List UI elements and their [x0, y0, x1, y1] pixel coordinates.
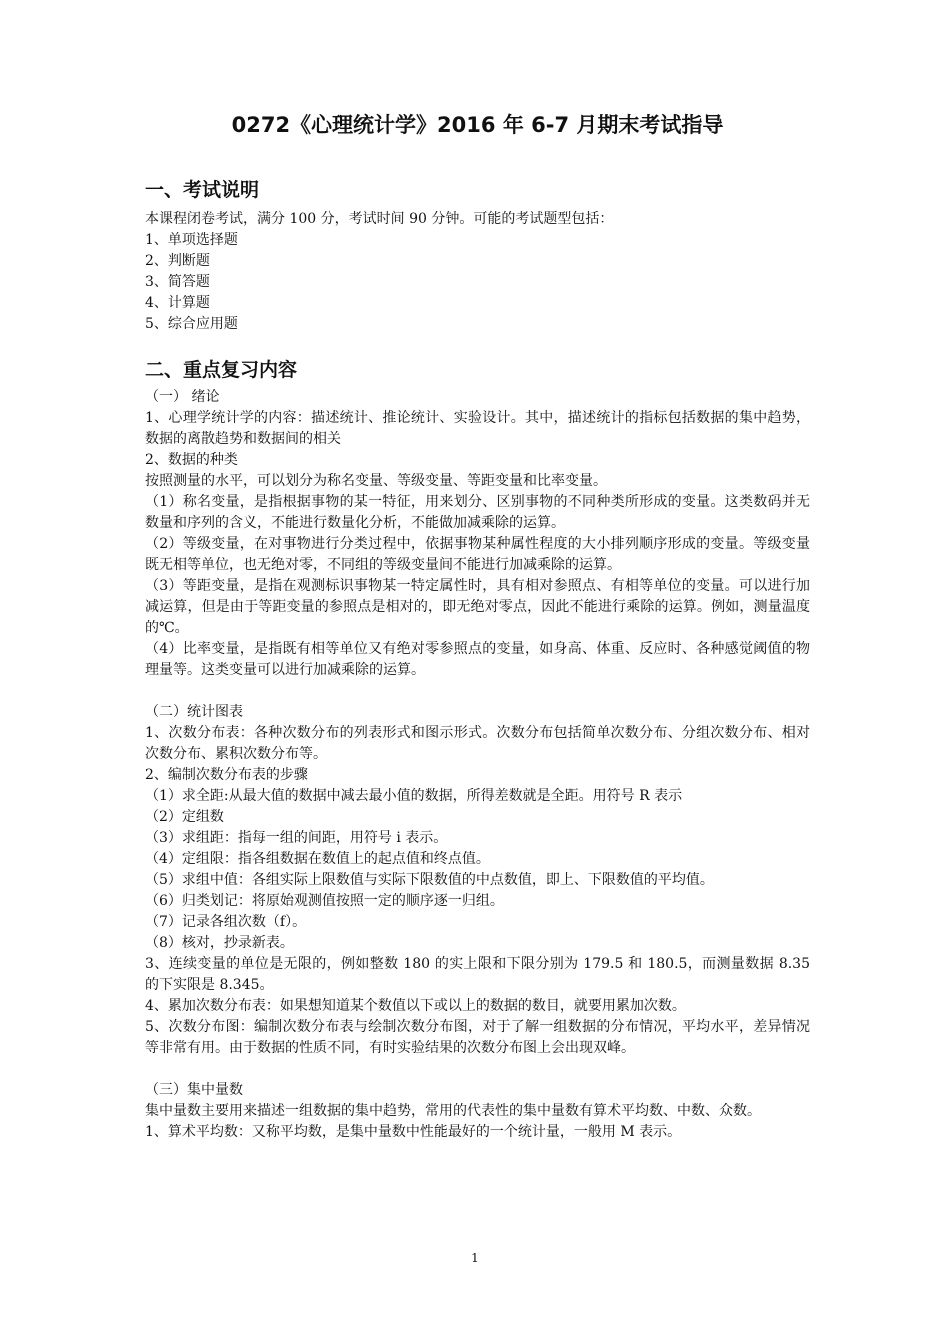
- paragraph: 3、连续变量的单位是无限的，例如整数 180 的实上限和下限分别为 179.5 和 180.5，而测量数据 8.35 的下实限是 8.345。: [145, 956, 810, 993]
- section-exam-info-body: [145, 209, 810, 335]
- paragraph: （2）等级变量，在对事物进行分类过程中，依据事物某种属性程度的大小排列顺序形成的变量。等级变量既无相等单位，也无绝对零，不同组的等级变量间不能进行加减乘除的运算。: [145, 536, 810, 573]
- paragraph: （6）归类划记：将原始观测值按照一定的顺序逐一归组。: [145, 893, 504, 909]
- question-type-item: 4、计算题: [145, 295, 210, 311]
- paragraph: 1、算术平均数：又称平均数，是集中量数中性能最好的一个统计量，一般用 M 表示。: [145, 1124, 682, 1140]
- paragraph: （7）记录各组次数（f）。: [145, 914, 307, 930]
- question-type-item: 2、判断题: [145, 253, 210, 269]
- question-type-item: 3、简答题: [145, 274, 210, 290]
- question-type-item: 1、单项选择题: [145, 232, 238, 248]
- document-title: 0272《心理统计学》2016 年 6-7 月期末考试指导: [231, 113, 724, 137]
- paragraph: （3）求组距：指每一组的间距，用符号 i 表示。: [145, 830, 448, 846]
- section-review-body: [145, 387, 810, 1143]
- paragraph: （1）称名变量，是指根据事物的某一特征，用来划分、区别事物的不同种类所形成的变量。这类数码并无数量和序列的含义，不能进行数量化分析，不能做加减乘除的运算。: [145, 494, 810, 531]
- paragraph: （1）求全距:从最大值的数据中减去最小值的数据，所得差数就是全距。用符号 R 表示: [145, 788, 683, 804]
- subsection-heading: （二）统计图表: [145, 704, 243, 720]
- exam-intro: 本课程闭卷考试，满分 100 分，考试时间 90 分钟。可能的考试题型包括：: [145, 211, 614, 227]
- spacer: [145, 1059, 810, 1080]
- paragraph: 按照测量的水平，可以划分为称名变量、等级变量、等距变量和比率变量。: [145, 473, 607, 489]
- paragraph: （2）定组数: [145, 809, 224, 825]
- paragraph: （3）等距变量，是指在观测标识事物某一特定属性时，具有相对参照点、有相等单位的变量。可以进行加减运算，但是由于等距变量的参照点是相对的，即无绝对零点，因此不能进行乘除的运算。例如，测量温度的℃。: [145, 578, 810, 636]
- paragraph: 1、次数分布表：各种次数分布的列表形式和图示形式。次数分布包括简单次数分布、分组次数分布、相对次数分布、累积次数分布等。: [145, 725, 810, 762]
- paragraph: 4、累加次数分布表：如果想知道某个数值以下或以上的数据的数目，就要用累加次数。: [145, 998, 686, 1014]
- section-heading-review: 二、重点复习内容: [145, 359, 298, 381]
- spacer: [145, 681, 810, 702]
- section-heading-exam-info: 一、考试说明: [145, 179, 260, 201]
- subsection-heading: （三）集中量数: [145, 1082, 243, 1098]
- paragraph: 集中量数主要用来描述一组数据的集中趋势，常用的代表性的集中量数有算术平均数、中数、众数。: [145, 1103, 761, 1119]
- paragraph: 5、次数分布图：编制次数分布表与绘制次数分布图，对于了解一组数据的分布情况，平均水平，差异情况等非常有用。由于数据的性质不同，有时实验结果的次数分布图上会出现双峰。: [145, 1019, 810, 1056]
- question-type-item: 5、综合应用题: [145, 316, 238, 332]
- paragraph: （4）比率变量，是指既有相等单位又有绝对零参照点的变量，如身高、体重、反应时、各种感觉阈值的物理量等。这类变量可以进行加减乘除的运算。: [145, 641, 810, 678]
- paragraph: （5）求组中值：各组实际上限数值与实际下限数值的中点数值，即上、下限数值的平均值。: [145, 872, 714, 888]
- subsection-heading: （一） 绪论: [145, 389, 220, 405]
- paragraph: （8）核对，抄录新表。: [145, 935, 294, 951]
- page-number: 1: [471, 1251, 479, 1265]
- paragraph: 1、心理学统计学的内容：描述统计、推论统计、实验设计。其中，描述统计的指标包括数据的集中趋势，数据的离散趋势和数据间的相关: [145, 410, 810, 447]
- paragraph: （4）定组限：指各组数据在数值上的起点值和终点值。: [145, 851, 490, 867]
- paragraph: 2、编制次数分布表的步骤: [145, 767, 308, 783]
- paragraph: 2、数据的种类: [145, 452, 238, 468]
